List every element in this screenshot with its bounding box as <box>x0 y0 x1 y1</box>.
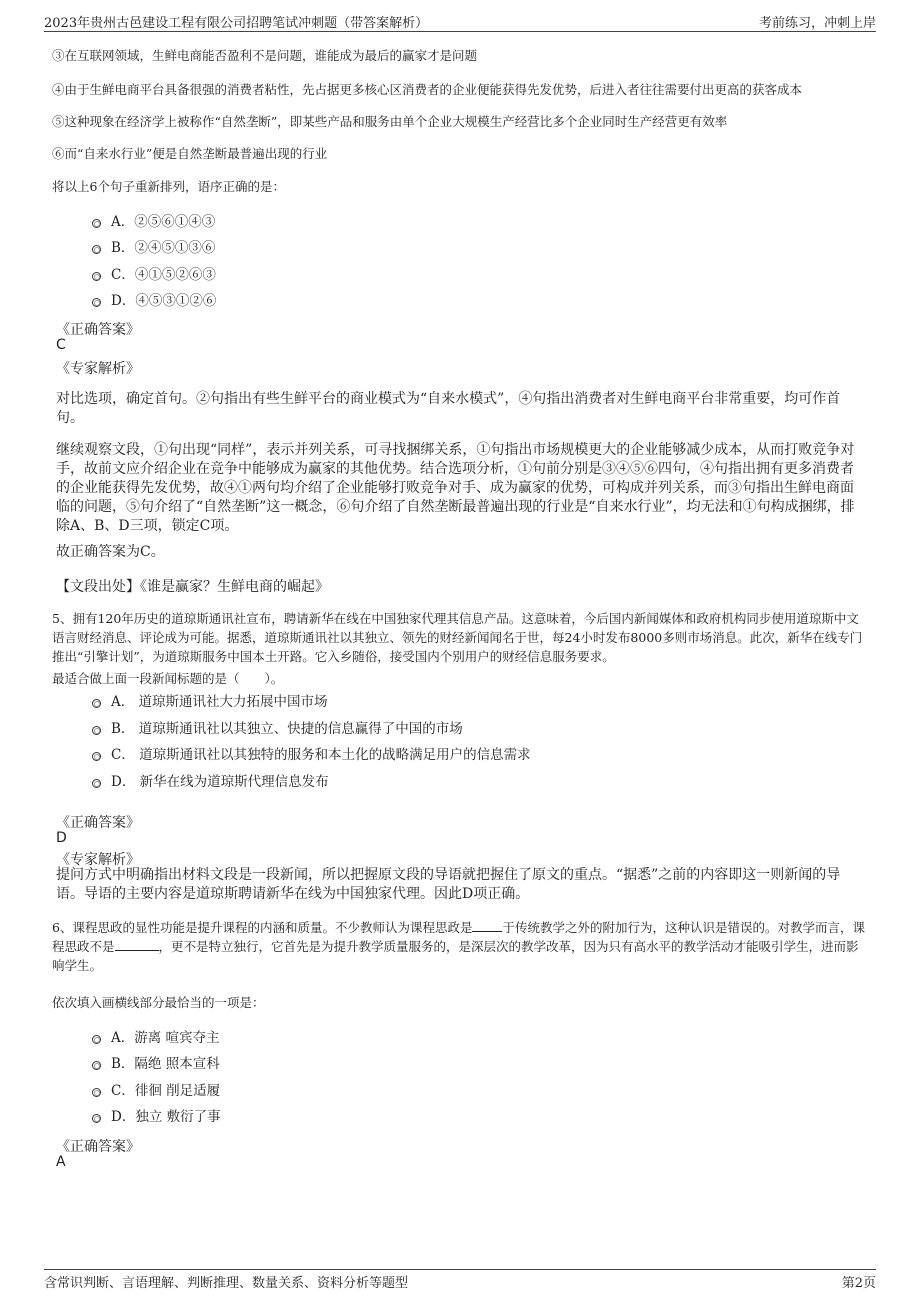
statement-5: ⑤这种现象在经济学上被称作“自然垄断”，即某些产品和服务由单个企业大规模生产经营比多个企业同时生产经营更有效率 <box>52 114 728 129</box>
option-label: C．④①⑤②⑥③ <box>111 267 216 283</box>
option-label: D．独立 敷衍了事 <box>111 1109 221 1125</box>
correct-answer: C <box>56 337 66 353</box>
radio-icon[interactable] <box>92 1088 101 1097</box>
q6-answer-label: 《正确答案》 <box>56 1139 140 1155</box>
radio-icon[interactable] <box>92 298 101 307</box>
question-prompt: 将以上6个句子重新排列，语序正确的是： <box>52 179 285 194</box>
q6-correct-answer: A <box>56 1154 66 1170</box>
q5-correct-answer: D <box>56 830 67 846</box>
q6-option-c[interactable] <box>92 1079 220 1099</box>
q5-option-c[interactable] <box>92 743 531 763</box>
q6-option-d[interactable] <box>92 1105 221 1125</box>
radio-icon[interactable] <box>92 1114 101 1123</box>
q5-option-b[interactable] <box>92 717 463 737</box>
question-6-text <box>52 918 870 975</box>
q6-text-part-2: 于传统教学之外的附加行为，这种认识是错误的。对教学而言，课程思政不是 <box>52 920 865 954</box>
header-slogan: 考前练习，冲刺上岸 <box>758 16 876 31</box>
option-label: C．徘徊 削足适履 <box>111 1083 221 1099</box>
fill-blank-1 <box>472 918 502 932</box>
analysis-paragraph-1: 对比选项，确定首句。②句指出有些生鲜平台的商业模式为“自来水模式”，④句指出消费者对生鲜电商平台非常重要，均可作首句。 <box>56 391 841 426</box>
radio-icon[interactable] <box>92 699 101 708</box>
page-footer <box>0 1262 920 1302</box>
question-5-prompt: 最适合做上面一段新闻标题的是（ ）。 <box>52 671 284 686</box>
radio-icon[interactable] <box>92 1061 101 1070</box>
statement-4: ④由于生鲜电商平台具备很强的消费者粘性，先占据更多核心区消费者的企业便能获得先发优势，后进入者往往需要付出更高的获客成本 <box>52 82 803 97</box>
option-label: B．隔绝 照本宣科 <box>111 1056 220 1072</box>
radio-icon[interactable] <box>92 245 101 254</box>
q6-option-a[interactable] <box>92 1026 220 1046</box>
q5-option-a[interactable] <box>92 690 328 710</box>
option-label: D． 新华在线为道琼斯代理信息发布 <box>111 774 329 790</box>
document-title: 2023年贵州古邑建设工程有限公司招聘笔试冲刺题（带答案解析） <box>44 16 429 31</box>
radio-icon[interactable] <box>92 1035 101 1044</box>
footer-divider <box>44 1269 876 1270</box>
analysis-label: 《专家解析》 <box>56 361 140 377</box>
statement-6: ⑥而“自来水行业”便是自然垄断最普遍出现的行业 <box>52 146 328 161</box>
radio-icon[interactable] <box>92 726 101 735</box>
q5-analysis-label: 《专家解析》 <box>56 852 140 868</box>
radio-icon[interactable] <box>92 752 101 761</box>
statement-3: ③在互联网领域，生鲜电商能否盈利不是问题，谁能成为最后的赢家才是问题 <box>52 48 478 63</box>
page-header <box>0 0 920 32</box>
option-label: D．④⑤③①②⑥ <box>111 293 217 309</box>
question-5-text: 5、拥有120年历史的道琼斯通讯社宣布，聘请新华在线在中国独家代理其信息产品。这意味着，今后国内新闻媒体和政府机构同步使用道琼斯中文语言财经消息、评论成为可能。据悉，道琼斯通讯社以其独立、领先的财经新闻闻名于世，每24小时发布8000多则市场消息。此次，新华在线专门推出“引擎计划”，为道琼斯服务中国本土开路。它入乡随俗，接受国内个别用户的财经信息服务要求。 <box>52 611 863 664</box>
radio-icon[interactable] <box>92 272 101 281</box>
option-label: B．②④⑤①③⑥ <box>111 240 216 256</box>
q6-text-part-3: ，更不是特立独行，它首先是为提升教学质量服务的，是深层次的教学改革，因为只有高水平的教学活动才能吸引学生，进而影响学生。 <box>52 939 859 973</box>
q6-text-part-1: 6、课程思政的显性功能是提升课程的内涵和质量。不少教师认为课程思政是 <box>52 920 473 935</box>
option-b[interactable] <box>92 236 215 256</box>
radio-icon[interactable] <box>92 219 101 228</box>
source-citation: 【文段出处】《谁是赢家？生鲜电商的崛起》 <box>56 579 329 595</box>
q5-answer-label: 《正确答案》 <box>56 815 140 831</box>
option-label: A．②⑤⑥①④③ <box>111 214 216 230</box>
option-d[interactable] <box>92 289 216 309</box>
radio-icon[interactable] <box>92 779 101 788</box>
option-label: C． 道琼斯通讯社以其独特的服务和本土化的战略满足用户的信息需求 <box>111 747 531 763</box>
q5-analysis: 提问方式中明确指出材料文段是一段新闻，所以把握原文段的导语就把握住了原文的重点。“据悉”之前的内容即这一则新闻的导语。导语的主要内容是道琼斯聘请新华在线为中国独家代理。因此D项正确。 <box>56 867 841 902</box>
analysis-paragraph-3: 故正确答案为C。 <box>56 544 165 560</box>
fill-blank-2 <box>115 937 159 951</box>
option-label: A． 道琼斯通讯社大力拓展中国市场 <box>111 694 328 710</box>
option-label: B． 道琼斯通讯社以其独立、快捷的信息赢得了中国的市场 <box>111 721 463 737</box>
q6-option-b[interactable] <box>92 1052 220 1072</box>
page-number: 第2页 <box>841 1276 876 1291</box>
analysis-paragraph-2: 继续观察文段，①句出现“同样”，表示并列关系，可寻找捆绑关系，①句指出市场规模更大的企业能够减少成本，从而打败竞争对手，故前文应介绍企业在竞争中能够成为赢家的其他优势。结合选项分析，①句前分别是③④⑤⑥四句，④句指出拥有更多消费者的企业能获得先发优势，故④①两句均介绍了企业能够打败竞争对手、成为赢家的优势，可构成并列关系，而③句指出生鲜电商面临的问题，⑤句介绍了“自然垄断”这一概念，⑥句介绍了自然垄断最普遍出现的行业是“自来水行业”，均无法和①句构成捆绑，排除A、B、D三项，锁定C项。 <box>56 442 855 534</box>
option-c[interactable] <box>92 263 216 283</box>
option-a[interactable] <box>92 210 215 230</box>
footer-description: 含常识判断、言语理解、判断推理、数量关系、资料分析等题型 <box>44 1276 409 1291</box>
answer-label: 《正确答案》 <box>56 322 140 338</box>
question-6-prompt: 依次填入画横线部分最恰当的一项是： <box>52 995 265 1010</box>
header-divider <box>44 31 876 32</box>
option-label: A．游离 喧宾夺主 <box>111 1030 220 1046</box>
q5-option-d[interactable] <box>92 770 329 790</box>
